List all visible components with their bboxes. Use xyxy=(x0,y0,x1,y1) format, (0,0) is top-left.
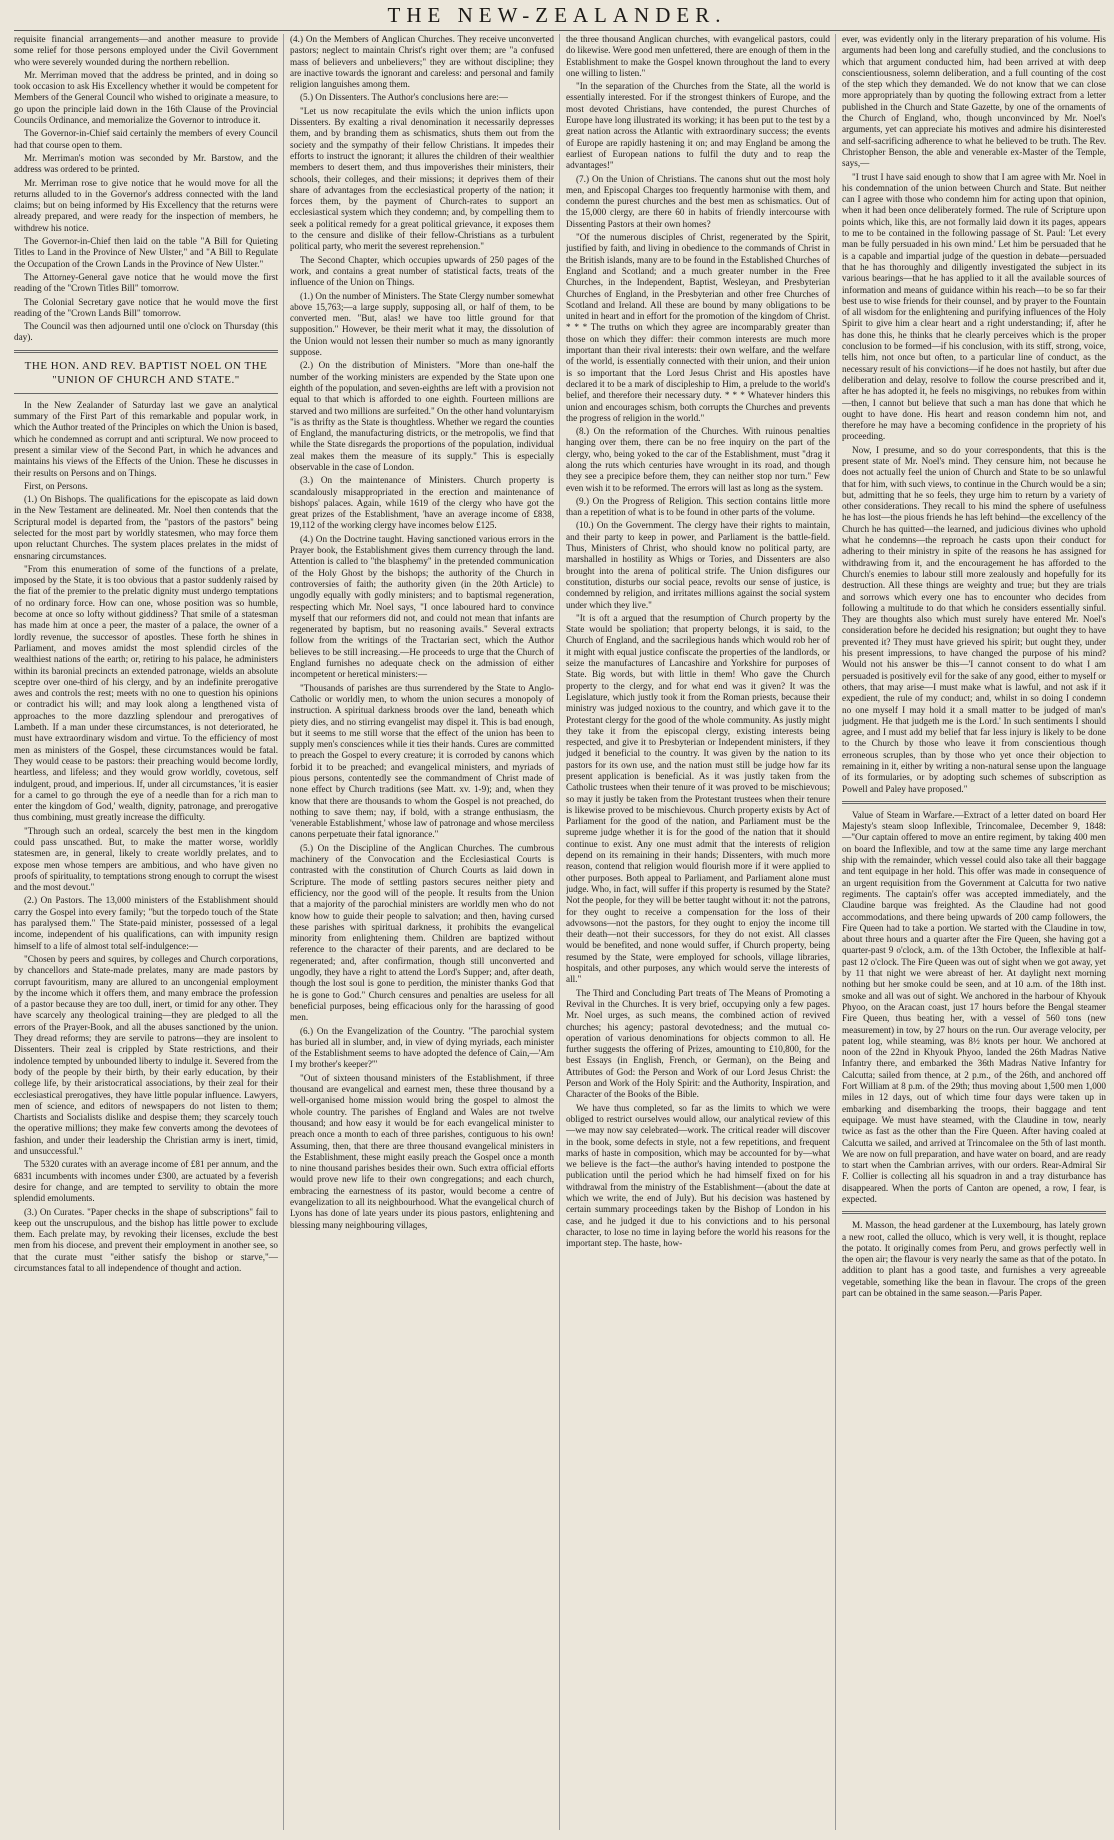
paragraph: (3.) On Curates. "Paper checks in the shape of subscriptions" fail to keep out the unscrupulous, and the bishop has little power to exclude them. Each prelate may, by revoking their licenses, exclude the best men from his diocese, and prevent their employment in another see, so that the curate must "either satisfy the bishop or starve,"—circumstances fatal to all independence of thought and action. xyxy=(14,1206,278,1273)
column-2 xyxy=(290,34,554,1830)
paragraph: We have thus completed, so far as the limits to which we were obliged to restrict ourselves would allow, our analytical review of this—we may now say celebrated—work. The critical reader will discover in the book, some defects in style, not a few repetitions, and frequent marks of haste in composition, which may be accounted for by—what we believe is the fact—the author's having intended to postpone the publication until the period which he had himself fixed on for his withdrawal from the ministry of the Establishment—(about the date at which we write, the end of July). But his decision was hastened by certain summary proceedings taken by the Bishop of London in his case, and he judged it due to his convictions and to his personal character, to lose no time in laying before the world his reasons for the important step. The haste, how- xyxy=(566,1102,830,1249)
paragraph: M. Masson, the head gardener at the Luxembourg, has lately grown a new root, called the olluco, which is very well, it is thought, replace the potato. It originally comes from Peru, and grows perfectly well in the open air; the flavour is very nearly the same as that of the potato. In addition to plant has a good taste, and furnishes a very agreeable vegetable, something like the bean in flavour. The crops of the green part can be obtained in the same season.—Paris Paper. xyxy=(842,1220,1106,1299)
paragraph: The Governor-in-Chief then laid on the table "A Bill for Quieting Titles to Land in the Province of New Ulster," and "A Bill to Regulate the Occupation of the Crown Lands in the Province of New Ulster." xyxy=(14,236,278,269)
paragraph: (6.) On the Evangelization of the Country. "The parochial system has buried all in slumber, and, in view of dying myriads, each minister of the Establishment seems to have adopted the defence of Cain,—'Am I my brother's keeper?'" xyxy=(290,1025,554,1070)
paragraph: The Council was then adjourned until one o'clock on Thursday (this day). xyxy=(14,321,278,343)
paragraph: Now, I presume, and so do your correspondents, that this is the present state of Mr. Noel's mind. They censure him, not because he does not actually feel the union of Church and State to be so unlawful that for him, with such views, to continue in the Church would be a sin; but, admitting that he so feels, they urge him to return by a variety of other considerations. They recall to his mind the sphere of usefulness he has lost—the pious friends he has left behind—the excellency of the Church he has quitted—the learned, and judicious divines who uphold what he condemns—the reproach he casts upon their conduct for adhering to their ministry in spite of the reasons he has assigned for withdrawing from it, and the encouragement he has afforded to the Church's enemies to labour still more zealously and hopefully for its destruction. All these things are weighty and true; but they are trials and sorrows which every one has to encounter who decides from following a multitude to do that which he considers essentially sinful. They are thoughts also which must surely have entered Mr. Noel's consideration before he decided his resignation; but ought they to have prevented it? They must have grieved his spirit; but ought they, under his present impressions, to have changed the purpose of his mind? Would not his answer be this—'I cannot consent to do what I am persuaded is positively evil for the sake of any good, either to myself or others, that may arise—I must make what is lawful, and not ask if it expedient, the rule of my conduct; and, whilst in so doing I condemn no one myself I may hold it a small matter to be judged of man's judgment. He that judgeth me is the Lord.' In such sentiments I should agree, and I must add my belief that far less injury is likely to be done to the Church by those who leave it from conscientious though erroneous scruples, than by those who yet once their objection to remaining in it, either by writing a non-natural sense upon the language of its formularies, or by adopting such schemes of subscription as Powell and Paley have proposed." xyxy=(842,444,1106,794)
paragraph: The Third and Concluding Part treats of The Means of Promoting a Revival in the Churches. It is very brief, occupying only a few pages. Mr. Noel urges, as such means, the combined action of revived churches; his agency; pastoral devotedness; and the mutual co-operation of various denominations for objects common to all. He further suggests the offering of Prizes, amounting to £10,800, for the best Essays (in English, French, or German), on the Being and Attributes of God: the Person and Work of our Lord Jesus Christ: the Person and Work of the Holy Spirit: and the Authority, Inspiration, and Character of the Books of the Bible. xyxy=(566,987,830,1100)
paragraph: "I trust I have said enough to show that I am agree with Mr. Noel in his condemnation of the union between Church and State. But neither can I agree with those who condemn him for acting upon that opinion, when it had been once deliberately formed. The rule of Scripture upon points which, like this, are not formally laid down it its pages, appears to me to be contained in the following passage of St. Paul: 'Let every man be fully persuaded in his own mind.' Let him be persuaded that he is a capable and impartial judge of the question in debate—persuaded that he has thoroughly and diligently investigated the subject in its various bearings—that he has applied to it all the available sources of information and means of guidance within his reach—to be so far their best use to wise friends for their counsel, and by prayer to the Fountain of all wisdom for the enlightening and purifying influences of the Holy Spirit to give him a clear heart and a right understanding; if, after he has done this, he thinks that he clearly perceives which is the proper conclusion to be formed—if his conclusion, with its stiff, strong, voice, tells him, not once but often, to a particular line of conduct, as the necessary result of his convictions—if he does not hastily, but after due deliberation and delay, resolve to follow the course prescribed and it, after he has adopted it, he feels no misgivings, no rebukes from within—then, I cannot but believe that such a man has done that which he ought to have done. His heart and reason condemn him not, and therefore he may have a becoming confidence in the propriety of his proceeding. xyxy=(842,171,1106,442)
section-rule xyxy=(14,350,278,353)
paragraph: ever, was evidently only in the literary preparation of his volume. His arguments had been long and carefully studied, and the conclusions to which that argument conducted him, had been arrived at with deep conscientiousness, solemn deliberation, and a full counting of the cost of the step which they demanded. We do not know that we can close more appropriately than by quoting the following extract from a letter published in the Church and State Gazette, by one of the ornaments of the Church of England, who, though unconvinced by Mr. Noel's arguments, yet can appreciate his motives and admire his disinterested and self-sacrificing adherence to what he believed to be truth. The Rev. Christopher Benson, the able and venerable ex-Master of the Temple, says,— xyxy=(842,34,1106,169)
column-divider xyxy=(559,34,560,1830)
headline-rule xyxy=(14,393,278,394)
paragraph: Mr. Merriman rose to give notice that he would move for all the returns alluded to in the Governor's address connected with the land claims; but on being informed by His Excellency that the returns were already prepared, and were ready for the inspection of members, he withdrew his notice. xyxy=(14,177,278,233)
paragraph: (4.) On the Doctrine taught. Having sanctioned various errors in the Prayer book, the Establishment gives them currency through the land. Attention is called to "the blasphemy" in the pretended communication of the Holy Ghost by the bishops; the authority of the Church in controversies of faith; the authority given (in the 20th Article) to ungodly equally with godly ministers; and to baptismal regeneration, respecting which Mr. Noel says, "I once laboured hard to convince myself that our reformers did not, and could not mean that infants are regenerated by baptism, but no reasoning avails." Several extracts follow from the writings of the Tractarian sect, which the Author believes to be still increasing.—He proceeds to urge that the Church of England furnishes no adequate check on the admission of either incompetent or heretical ministers:— xyxy=(290,533,554,680)
section-rule xyxy=(842,801,1106,804)
column-divider xyxy=(283,34,284,1830)
paragraph: First, on Persons. xyxy=(24,480,88,491)
paragraph: Mr. Merriman's motion was seconded by Mr. Barstow, and the address was ordered to be printed. xyxy=(14,152,278,175)
paragraph: (2.) On Pastors. The 13,000 ministers of the Establishment should carry the Gospel into every family; "but the torpedo touch of the State has paralysed them." The State-paid minister, possessed of a legal income, independent of his qualifications, can with impunity resign himself to a life of almost total self-indulgence:— xyxy=(14,895,278,951)
column-divider xyxy=(835,34,836,1830)
paragraph: (8.) On the reformation of the Churches. With ruinous penalties hanging over them, there can be no free inquiry on the part of the clergy, who, being yoked to the car of the Establishment, must "drag it along the ruts which centuries have wrought in its road, and though they see a precipice before them, they can neither stop nor turn." Few even wish it to be reformed. The errors will last as long as the system. xyxy=(566,426,830,493)
paragraph: (9.) On the Progress of Religion. This section contains little more than a repetition of what is to be found in other parts of the volume. xyxy=(566,495,830,518)
article-headline: THE HON. AND REV. BAPTIST NOEL ON THE "UNION OF CHURCH AND STATE." xyxy=(24,359,268,386)
paragraph: The Second Chapter, which occupies upwards of 250 pages of the work, and contains a great number of statistical facts, treats of the influence of the Union on Things. xyxy=(290,254,554,288)
paragraph: The Governor-in-Chief said certainly the members of every Council had that course open to them. xyxy=(14,128,278,150)
paragraph: "Of the numerous disciples of Christ, regenerated by the Spirit, justified by faith, and living in obedience to the commands of Christ in the British islands, many are to be found in the Established Churches of England and Scotland; and a much greater number in the Free Churches, in the Independent, Baptist, Wesleyan, and Presbyterian Churches of England, in the Presbyterian and other free Churches of Scotland and Ireland. All these are bound by many obligations to be united in heart and in effort for the promotion of the kingdom of Christ. * * * The truths on which they agree are incomparably greater than those on which they differ: their common interests are much more important than their rival interests: their own welfare, and the welfare of the world, is essentially connected with their union, and their union is so important that the Lord Jesus Christ and His apostles have declared it to be a mark of discipleship to Him, a prelude to the world's belief, and therefore their necessary duty. * * * Whatever hinders this union and encourages schism, both corrupts the Churches and prevents the progress of religion in the world." xyxy=(566,232,830,423)
paragraph: requisite financial arrangements—and another measure to provide some relief for those persons employed under the Civil Government who were severely wounded during the northern rebellion. xyxy=(14,34,278,67)
paragraph: "Through such an ordeal, scarcely the best men in the kingdom could pass unscathed. But, to make the matter worse, worldly statesmen are, in general, likely to create worldly prelates, and to expose men whose tempers are ambitious, and who have given no proofs of spirituality, to temptations strong enough to corrupt the wisest and the most devout." xyxy=(14,825,278,893)
paragraph: "Let us now recapitulate the evils which the union inflicts upon Dissenters. By exalting a rival denomination it necessarily depresses them, and by branding them as schismatics, shuts them out from the society and the sympathy of their fellow Christians. It impedes their efforts to instruct the ignorant; it allures the children of their wealthier members to desert them, and thus impoverishes their ministers, their schools, their colleges, and their missions; it deprives them of their share of advantages from the ecclesiastical property of the nation; it forces them, by the payment of Church-rates to support an ecclesiastical system which they condemn; and, by compelling them to seek a political remedy for a great political grievance, it exposes them to the censure and dislike of their fellow-Christians as a turbulent political party, who merit the severest reprehension." xyxy=(290,105,554,252)
paragraph: (1.) On Bishops. The qualifications for the episcopate as laid down in the New Testament are delineated. Mr. Noel then contends that the Scriptural model is departed from, the "pastors of the pastors" being selected for the most part by worldly statesmen, who may force them upon reluctant Churches. The system places prelates in the midst of ensnaring circumstances. xyxy=(14,494,278,561)
paragraph: (5.) On Dissenters. The Author's conclusions here are:— xyxy=(300,92,508,103)
paragraph: Mr. Merriman moved that the address be printed, and in doing so took occasion to ask His Excellency whether it would be competent for Members of the General Council who wished to originate a measure, to go upon the principle laid down in the 16th Clause of the Provincial Councils Ordinance, and memorialize the Governor to introduce it. xyxy=(14,69,278,126)
paragraph: (5.) On the Discipline of the Anglican Churches. The cumbrous machinery of the Convocation and the Ecclesiastical Courts is contrasted with the constitution of Church Courts as laid down in Scripture. The mode of settling pastors secures neither piety and efficiency, nor the good will of the people. It results from the Union that a majority of the parochial ministers are worldly men who do not know how to guide their people to salvation; and then, having cursed these parishes with spiritual darkness, it prohibits the evangelical minority from enlightening them. Children are baptized without reference to the character of their parents, and are declared to be regenerated; and, after confirmation, though still unconverted and ungodly, they have a right to attend the Lord's Supper; and, after death, though the lost soul is gone to perdition, the minister thanks God that he is gone to God." Church censures and penalties are useless for all beneficial purposes, being efficacious only for the harassing of good men. xyxy=(290,842,554,1023)
paragraph: The 5320 curates with an average income of £81 per annum, and the 6831 incumbents with incomes under £300, are actuated by a feverish desire for change, and are tempted to servility to obtain the more splendid emoluments. xyxy=(14,1159,278,1204)
paragraph: "It is oft a argued that the resumption of Church property by the State would be spoliation; that property belongs, it is said, to the Church of England, and the sacrilegious hands which would rob her of it might with equal justice confiscate the properties of the landlords, or seize the manufactures of Lancashire and Yorkshire for purposes of State. Big words, but with little in them! Who gave the Church property to the clergy, and for what end was it given? It was the Legislature, which justly took it from the Roman priests, because their ministry was judged noxious to the country, and which gave it to the Protestant clergy for the good of the whole community. As justly might they take it from the episcopal clergy, existing interests being respected, and give it to Presbyterian or Independent ministers, if they judged it beneficial to the country. It was given by the nation to its pastors for its own use, and the nation must still be judge how far its present application is beneficial. As it was justly taken from the Catholic trustees when their tenure of it was proved to be mischievous; so may it justly be taken from the Protestant trustees when their tenure is likewise proved to be mischievous. Church property exists by Act of Parliament for the good of the nation, and Parliament must be the supreme judge whether it is for the good of the nation that it should continue to exist. Any one must admit that the interests of religion depend on its remaining in their hands; Dissenters, with much more reason, contend that religion would flourish more if it were applied to other purposes. Both appeal to Parliament, and Parliament alone must judge. Who, in fact, will suffer if this property is resumed by the State? Not the people, for they will be better taught without it: not the patrons, for they ought to receive a compensation for the loss of their advowsons—not the pastors, for they ought to enjoy the income till their death—not their successors, for they do not exist. All classes would be benefited, and none would suffer, if Church property, being resumed by the State, were employed for schools, village libraries, hospitals, and other purposes, any which would serve the interests of all." xyxy=(566,612,830,985)
paragraph: the three thousand Anglican churches, with evangelical pastors, could do likewise. Were good men unfettered, there are enough of them in the Establishment to make the Gospel known throughout the land to every one willing to listen." xyxy=(566,34,830,78)
paragraph: "Out of sixteen thousand ministers of the Establishment, if three thousand are evangelical and earnest men, these three thousand by a well-organised home mission would bring the gospel to almost the whole country. The parishes of England and Wales are not twelve thousand; and how easy it would be for each evangelical minister to preach once a month to each of three parishes, contiguous to his own! Assuming, then, that there are three thousand evangelical ministers in the Establishment, these might easily preach the Gospel once a month to nine thousand parishes besides their own. Such extra official efforts would prove new life to their own congregations; and each church, embracing the earnestness of its pastor, would become a centre of evangelization to all its neighbourhood. What the evangelical church of Lyons has done of late years under its pious pastors, enlightening and blessing many neighbouring villages, xyxy=(290,1072,554,1230)
paragraph: Value of Steam in Warfare.—Extract of a letter dated on board Her Majesty's steam sloop Inflexible, Trincomalee, December 9, 1848:—"Our captain offered to move an entire regiment, by taking 400 men on board the Inflexible, and tow at the same time any large merchant ship with the remainder, which vessel could also take all their baggage and tent equipage in her hold. This offer was made in consequence of an urgent requisition from the Government at Calcutta for two native regiments. The captain's offer was accepted immediately, and the Claudine barque was freighted. As the Claudine had not good accommodations, and there being upwards of 200 camp followers, the Fire Queen had to take a portion. We started with the Claudine in tow, about three hours and a quarter after the Fire Queen, she having got a quarter-past 9 o'clock, a.m. of the 13th October, the Inflexible at half-past 12 o'clock. The Fire Queen was out of sight when we got away, yet by 11 that night we were abreast of her. At daylight next morning nothing but her smoke could be seen, and at 10 a.m. of the 18th inst. smoke and all was out of sight. We anchored in the harbour of Khyouk Phyoo, on the Aracan coast, just 17 hours before the Bengal steamer Fire Queen, thus beating her, with a vessel of 560 tons (new measurement) in tow, by 27 hours on the run. Our average velocity, per patent log, while steaming, was 8½ knots per hour. We anchored at noon of the 22nd in Khyouk Phyoo, landed the 26th Madras Native Infantry there, and embarked the 36th Madras Native Infantry for Calcutta; sailed from thence, at 2 p.m., of the 26th, and anchored off Fort William at 8 p.m. of the 29th; thus moving about 1,500 men 1,000 miles in 12 days, out of which time four days were taken up in embarking and disembarking the troops, their baggage and tent equipage. We must have steamed, with the Claudine in tow, nearly twice as fast as the other than the Fire Queen. After having coaled at Calcutta we sailed, and arrived at Trincomalee on the 5th of last month. We are now on full preparation, and have water on board, and are ready to start when the Cambrian arrives, with our orders. Rear-Admiral Sir F. Collier is collecting all his squadron in and a tray disturbance has disappeared. When the ports of Canton are opened, a row, I fear, is expected. xyxy=(842,809,1106,1204)
paragraph: (4.) On the Members of Anglican Churches. They receive unconverted pastors; neglect to maintain Christ's right over them; are "a confused mass of believers and unbelievers;" they are without discipline; they are inactive towards the ignorant and careless: and personal and family religion languishes among them. xyxy=(290,34,554,90)
paragraph: "Chosen by peers and squires, by colleges and Church corporations, by chancellors and State-made prelates, many are made pastors by corrupt favouritism, many are allured to an uncongenial employment by the income which it offers them, and many embrace the profession of a pastor because they are too dull, inert, or timid for any other. They have scarcely any theological training—they are pledged to all the errors of the Prayer-Book, and all the abuses sanctioned by the union. They dread reforms; they are servile to patrons—they are insolent to Dissenters. Their zeal is crippled by State restrictions, and their indolence tempted by unbounded liberty to indulge it. Severed from the body of the people by their birth, by their early education, by their college life, by their aristocratical associations, by their zeal for their ecclesiastical prerogatives, they have little popular influence. Lawyers, men of science, and editors of newspapers do not listen to them; Chartists and Socialists dislike and despise them; they scarcely touch the operative millions; they make few converts among the devotees of fashion, and under their leadership the Christian army is inert, timid, and unsuccessful." xyxy=(14,953,278,1157)
paragraph: "From this enumeration of some of the functions of a prelate, imposed by the State, it is too obvious that a pastor suddenly raised by the fiat of the premier to the prelatic dignity must undergo temptations of no ordinary force. How can one, whose position was so humble, become at once so lofty without giddiness? That smile of a statesman has made him at once a peer, the master of a palace, the owner of a lordly revenue, the successor of apostles. These forth he shines in Parliament, and moves amidst the most splendid circles of the wealthiest nations of the earth; or, retiring to his palace, he administers within its baronial precincts an extended patronage, wields an absolute sceptre over one-third of his clergy, and by an indefinite prerogative awes and controls the rest; meets with no one to question his opinions or contradict his will; and may look along a lengthened vista of approaches to the more dazzling splendour and prerogatives of Lambeth. If a man under these circumstances, is not deteriorated, he must have extraordinary wisdom and virtue. To the efficiency of most men as ministers of the Gospel, these circumstances would be fatal. They would cease to be pastors: their preaching would become lordly, heartless, and lifeless; and they would grow worldly, covetous, self indulgent, proud, and imperious. If, under all circumstances, 'it is easier for a camel to go through the eye of a needle than for a rich man to enter the kingdom of God,' wealth, dignity, patronage, and prerogative thus combining, must greatly increase the difficulty. xyxy=(14,563,278,823)
paragraph: (1.) On the number of Ministers. The State Clergy number somewhat above 15,763;—a large supply, supposing all, or half of them, to be converted men. "But, alas! we have too little ground for that supposition." However, be their merit what it may, the dissolution of the Union would not lessen their number so much as many ignorantly suppose. xyxy=(290,290,554,358)
paragraph: (3.) On the maintenance of Ministers. Church property is scandalously misappropriated in the erection and maintenance of bishops' palaces. Again, while 1619 of the clergy who have got the great prizes of the Establishment, 'have an average income of £838, 19,112 of the working clergy have incomes below £125. xyxy=(290,475,554,531)
paragraph: The Attorney-General gave notice that he would move the first reading of the "Crown Titles Bill" tomorrow. xyxy=(14,271,278,294)
paragraph: (10.) On the Government. The clergy have their rights to maintain, and their party to keep in power, and Parliament is the battle-field. Thus, Ministers of Christ, who should know no political party, are marshalled in hostility as Whigs or Tories, and Dissenters are also brought into the arena of political strife. The Union disfigures our constitution, disturbs our social peace, revolts our sense of justice, is condemned by religion, and irritates millions against the social system under which they live." xyxy=(566,520,830,610)
masthead: THE NEW-ZEALANDER. xyxy=(387,3,727,27)
masthead-rule xyxy=(14,30,1100,31)
paragraph: "Thousands of parishes are thus surrendered by the State to Anglo-Catholic or worldly men, to whom the union secures a monopoly of instruction. A spiritual darkness broods over the land, beneath which piety dies, and no stirring evangelist may dispel it. This is bad enough, but it seems to me still worse that the effect of the union has been to supply men's consciences while it ties their hands. Cures are committed to preach the Gospel to every creature; it is corroded by canons which forbid it to be preached; and evangelical ministers, and myriads of pious persons, contentedly see the commandment of Christ made of none effect by Church traditions (see Matt. xv. 1-9); and, when they know that there are thousands to whom the Gospel is not preached, do nothing to save them; nay, if bold, with a strange enthusiasm, the 'venerable Establishment,' whose law of patronage and whose merciless canons perpetuate their fatal ignorance." xyxy=(290,682,554,840)
column-1 xyxy=(14,34,278,1830)
column-3 xyxy=(566,34,830,1830)
paragraph: (2.) On the distribution of Ministers. "More than one-half the number of the working ministers are expended by the State upon one eighth of the population, and seven-eighths are left with a provision not equal to that which is afforded to one eighth. Fourteen millions are starved and two millions are surfeited." On the other hand voluntaryism "is as thrifty as the State is thoughtless. Whether we regard the counties of England, the manufacturing districts, or the metropolis, we find that while the State disregards the proportions of the population, individual zeal makes them the measure of its supply." This is especially observable in the case of London. xyxy=(290,360,554,472)
column-4 xyxy=(842,34,1106,1830)
paragraph: "In the separation of the Churches from the State, all the world is essentially interested. For if the strongest thinkers of Europe, and the most devoted Christians, have contended, the purest Churches of Europe have long illustrated its working; it has been put to the test by a great nation across the Atlantic with extraordinary success; the events of Europe are rapidly hastening it on; and may England be among the earliest of European nations to fulfil the duty and to reap the advantages!" xyxy=(566,81,830,171)
paragraph: In the New Zealander of Saturday last we gave an analytical summary of the First Part of this remarkable and popular work, in which the Author treated of the Principles on which the Union is based, which he condemned as corrupt and anti scriptural. We now proceed to present a similar view of the Second Part, in which he advances and maintains his views of the Effects of the Union. These he discusses in their results on Persons and on Things. xyxy=(14,399,278,478)
paragraph: (7.) On the Union of Christians. The canons shut out the most holy men, and Episcopal Charges too frequently harmonise with them, and condemn the purest churches and the best men as schismatics. Out of the 15,000 clergy, are there 60 in habits of friendly intercourse with Dissenting Pastors at their own homes? xyxy=(566,173,830,229)
paragraph: The Colonial Secretary gave notice that he would move the first reading of the "Crown Lands Bill" tomorrow. xyxy=(14,296,278,318)
section-rule xyxy=(842,1211,1106,1214)
